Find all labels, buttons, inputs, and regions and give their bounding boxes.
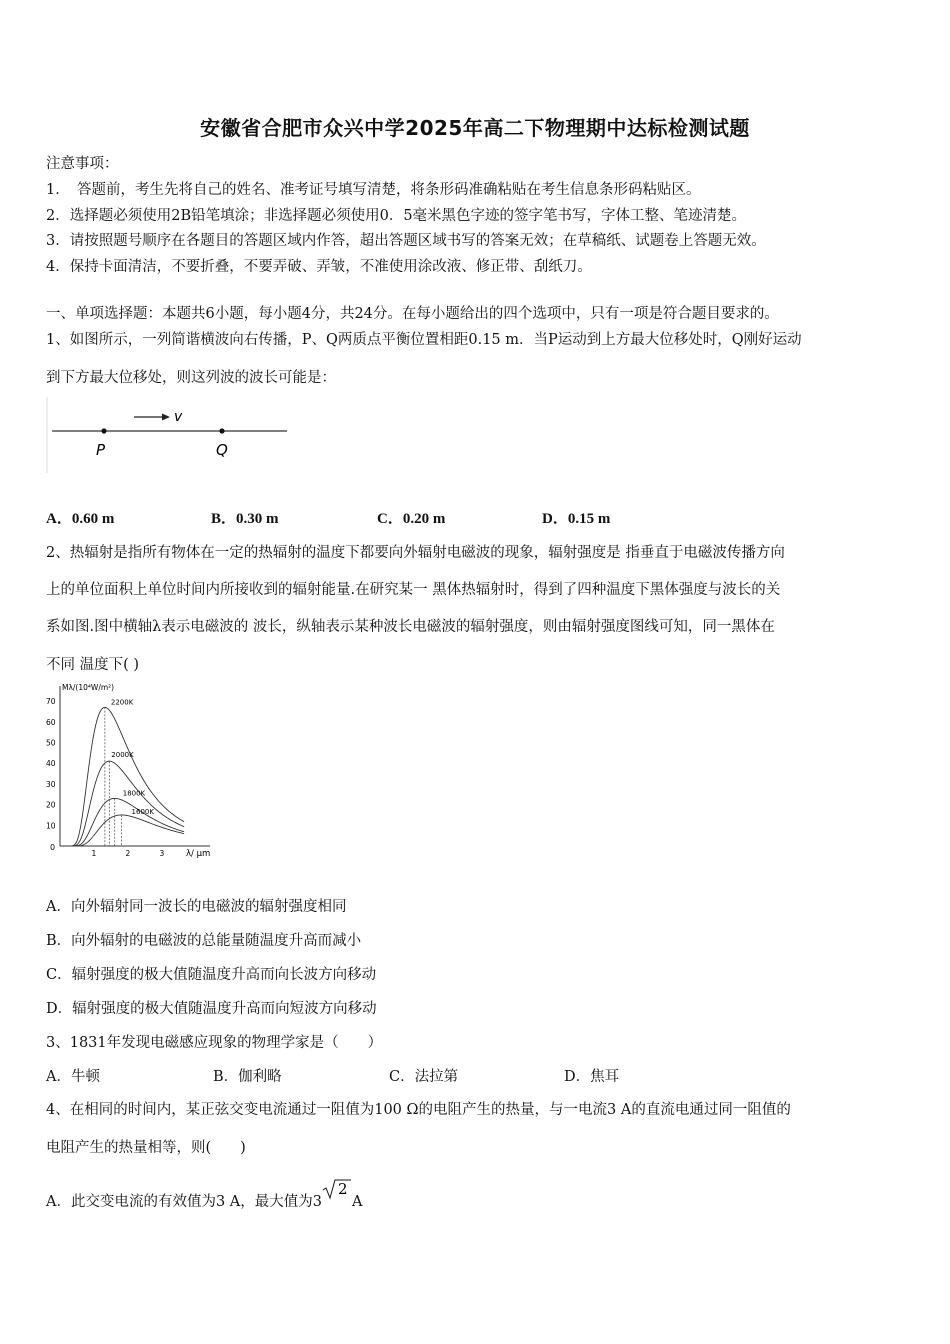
notice-item-1: 1． 答题前，考生先将自己的姓名、准考证号填写清楚，将条形码准确粘贴在考生信息条形码粘贴区。 [46,182,701,198]
x-tick-label: 1 [91,849,97,858]
notice-item-3: 3．请按照题号顺序在各题目的答题区域内作答，超出答题区域书写的答案无效；在草稿纸、试题卷上答题无效。 [46,233,766,249]
point-q [219,428,224,433]
chart-origin: 0 [50,843,56,852]
q3-option-a[interactable]: A．牛顿 [46,1069,100,1085]
y-tick-label: 60 [46,717,56,727]
y-tick-label: 10 [46,821,56,831]
q4-stem-line1: 4、在相同的时间内，某正弦交变电流通过一阻值为100 Ω的电阻产生的热量，与一电流3 A的直流电通过同一阻值的 [46,1102,791,1118]
q2-option-c[interactable]: C．辐射强度的极大值随温度升高而向长波方向移动 [46,967,377,983]
q4-option-a-text: A．此交变电流的有效值为3 A，最大值为3 [46,1194,323,1210]
page-title: 安徽省合肥市众兴中学2025年高二下物理期中达标检测试题 [200,116,750,140]
q3-option-d[interactable]: D．焦耳 [564,1069,620,1085]
sqrt-symbol-icon [322,1178,352,1202]
q2-option-b[interactable]: B．向外辐射的电磁波的总能量随温度升高而减小 [46,933,362,949]
chart-y-label: Mλ/(10⁴W/m²) [62,683,115,692]
q1-stem-line2: 到下方最大位移处，则这列波的波长可能是： [46,370,336,386]
y-tick-label: 40 [46,759,56,769]
q4-stem-line2: 电阻产生的热量相等，则( ) [46,1140,246,1156]
v-arrow-head [162,414,170,421]
chart-x-label: λ/ μm [186,849,211,859]
point-p [101,428,106,433]
q3-option-b[interactable]: B．伽利略 [213,1069,282,1085]
curve-label-1800K: 1800K [122,789,146,798]
q4-option-a[interactable] [46,1182,363,1211]
q1-option-a[interactable]: A．0.60 m [46,511,115,527]
p-label: P [96,441,106,459]
q2-stem-line2: 上的单位面积上单位时间内所接收到的辐射能量.在研究某一 黑体热辐射时，得到了四种温度下黑体强度与波长的关 [46,582,781,598]
q2-stem-line1: 2、热辐射是指所有物体在一定的热辐射的温度下都要向外辐射电磁波的现象，辐射强度是 指垂直于电磁波传播方向 [46,545,785,561]
v-label: v [174,409,183,425]
q2-stem-line4: 不同 温度下( ) [46,657,140,673]
x-tick-label: 3 [159,849,165,858]
q1-stem-line1: 1、如图所示，一列简谐横波向右传播，P、Q两质点平衡位置相距0.15 m．当P运动到上方最大位移处时，Q刚好运动 [46,332,802,348]
curve-label-1600K: 1600K [131,807,154,816]
q2-option-d[interactable]: D．辐射强度的极大值随温度升高而向短波方向移动 [46,1001,377,1017]
q3-stem: 3、1831年发现电磁感应现象的物理学家是（ ） [46,1035,383,1051]
sqrt-radicand: 2 [338,1180,348,1198]
q-label: Q [216,441,228,459]
q2-option-a[interactable]: A．向外辐射同一波长的电磁波的辐射强度相同 [46,899,347,915]
curve-label-2200K: 2200K [110,698,134,707]
q1-option-b[interactable]: B．0.30 m [211,511,279,527]
y-tick-label: 20 [46,800,56,810]
y-tick-label: 70 [46,697,56,707]
sqrt-expression [322,1182,352,1210]
q1-option-d[interactable]: D．0.15 m [542,511,611,527]
q3-option-c[interactable]: C．法拉第 [389,1069,459,1085]
section-heading: 一、单项选择题：本题共6小题，每小题4分，共24分。在每小题给出的四个选项中，只有一项是符合题目要求的。 [46,306,779,322]
q4-option-a-unit: A [352,1194,363,1210]
y-tick-label: 50 [46,738,56,748]
notice-item-2: 2．选择题必须使用2B铅笔填涂；非选择题必须使用0．5毫米黑色字迹的签字笔书写，字体工整、笔迹清楚。 [46,208,747,224]
notice-item-4: 4．保持卡面清洁，不要折叠，不要弄破、弄皱，不准使用涂改液、修正带、刮纸刀。 [46,259,592,275]
curve-1800K [64,798,184,846]
curve-2000K [64,761,184,846]
q1-wave-figure [44,395,294,475]
blackbody-radiation-chart [40,678,225,863]
q2-stem-line3: 系如图.图中横轴λ表示电磁波的 波长，纵轴表示某种波长电磁波的辐射强度，则由辐射强度图线可知，同一黑体在 [46,619,775,635]
curve-label-2000K: 2000K [111,751,134,760]
notice-heading: 注意事项： [46,156,119,172]
q1-option-c[interactable]: C．0.20 m [377,511,446,527]
y-tick-label: 30 [46,779,56,789]
x-tick-label: 2 [125,849,131,858]
